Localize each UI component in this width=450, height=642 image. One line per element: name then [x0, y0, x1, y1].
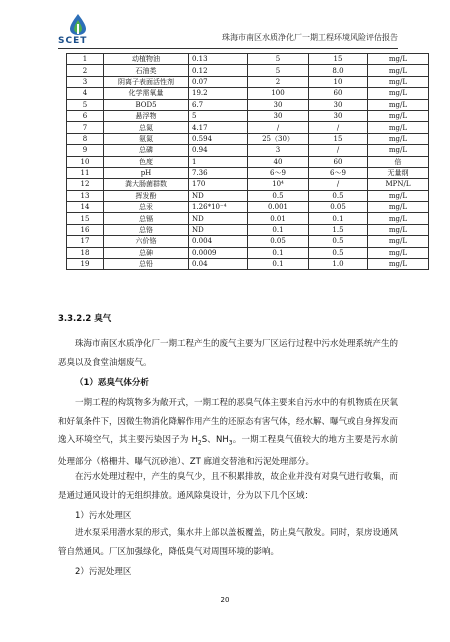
- table-cell: 总铅: [104, 259, 189, 270]
- table-cell: 氨氮: [104, 133, 189, 144]
- table-row: [67, 99, 429, 110]
- table-cell: 0.1: [248, 259, 309, 270]
- table-cell: 悬浮物: [104, 110, 189, 121]
- table-cell: 9: [67, 145, 104, 156]
- table-row: [67, 179, 429, 190]
- para1-part-a: 一期工程的构筑物多为敞开式，一期工程的恶臭气体主要来自污水中的有机物质在厌氧和好氧条件下，因微生物消化降解作用产生的还原态有害气体，经水解、曝气或自身挥发而逸入环境空气，其主要污染因子为 H: [58, 398, 399, 445]
- table-cell: 0.04: [189, 259, 248, 270]
- list-item-wastewater-area: 1）污水处理区: [75, 511, 132, 521]
- table-row: [67, 202, 429, 213]
- page-header: [58, 12, 398, 48]
- table-cell: 0.5: [309, 247, 368, 258]
- table-cell: /: [309, 179, 368, 190]
- table-cell: 总砷: [104, 247, 189, 258]
- table-cell: 0.1: [248, 247, 309, 258]
- table-cell: 阴离子表面活性剂: [104, 76, 189, 87]
- table-cell: ND: [189, 213, 248, 224]
- table-cell: 40: [248, 156, 309, 167]
- table-cell: 7.36: [189, 167, 248, 178]
- table-cell: ND: [189, 190, 248, 201]
- table-cell: 15: [67, 213, 104, 224]
- table-cell: 总镉: [104, 213, 189, 224]
- table-cell: 0.1: [309, 213, 368, 224]
- table-row: [67, 213, 429, 224]
- water-quality-table: [66, 53, 429, 270]
- table-row: [67, 236, 429, 247]
- para1-part-b: S、NH: [201, 435, 229, 445]
- table-cell: mg/L: [368, 202, 429, 213]
- table-cell: 6: [67, 110, 104, 121]
- table-cell: 无量纲: [368, 167, 429, 178]
- table-cell: 5: [248, 65, 309, 76]
- table-cell: 0.5: [248, 190, 309, 201]
- table-cell: 1.5: [309, 224, 368, 235]
- table-cell: 5: [67, 99, 104, 110]
- report-title: 珠海市南区水质净化厂一期工程环境风险评估报告: [222, 33, 398, 42]
- table-cell: mg/L: [368, 122, 429, 133]
- table-row: [67, 156, 429, 167]
- table-cell: 化学需氧量: [104, 88, 189, 99]
- table-cell: mg/L: [368, 88, 429, 99]
- table-cell: 总汞: [104, 202, 189, 213]
- table-cell: 3: [248, 145, 309, 156]
- table-cell: 30: [309, 110, 368, 121]
- table-cell: 六价铬: [104, 236, 189, 247]
- table-cell: 1: [189, 156, 248, 167]
- odor-analysis-paragraph: 一期工程的构筑物多为敞开式，一期工程的恶臭气体主要来自污水中的有机物质在厌氧和好氧条件下，因微生物消化降解作用产生的还原态有害气体，经水解、曝气或自身挥发而逸入环境空气，其主要污染因子为 $H_2S$、$NH_3$。一期工程臭气值较大的地方主要是污水前处理部分（格栅井、曝气沉砂池）、ZT 廊道交替池和污泥处理部分。: [58, 398, 399, 468]
- table-cell: mg/L: [368, 190, 429, 201]
- table-cell: mg/L: [368, 213, 429, 224]
- table-row: [67, 54, 429, 65]
- table-cell: 10: [67, 156, 104, 167]
- table-cell: 色度: [104, 156, 189, 167]
- table-cell: 5: [189, 110, 248, 121]
- table-cell: 动植物油: [104, 54, 189, 65]
- table-cell: 2: [67, 65, 104, 76]
- table-cell: 19: [67, 259, 104, 270]
- table-cell: 2: [248, 76, 309, 87]
- table-cell: /: [309, 145, 368, 156]
- table-cell: 6.7: [189, 99, 248, 110]
- table-cell: 10: [309, 76, 368, 87]
- table-cell: 0.13: [189, 54, 248, 65]
- table-cell: mg/L: [368, 224, 429, 235]
- table-cell: mg/L: [368, 236, 429, 247]
- table-cell: 60: [309, 88, 368, 99]
- table-cell: 5: [248, 54, 309, 65]
- table-cell: 0.1: [248, 224, 309, 235]
- table-cell: MPN/L: [368, 179, 429, 190]
- table-body: [67, 54, 429, 270]
- table-cell: pH: [104, 167, 189, 178]
- table-cell: 12: [67, 179, 104, 190]
- table-cell: 1.0: [309, 259, 368, 270]
- table-cell: 0.12: [189, 65, 248, 76]
- para1-part-c: 。一期工程臭气值较大的地方主要是污水前处理部分（格栅井、曝气沉砂池）、ZT 廊道交替池和污泥处理部分。: [58, 435, 398, 468]
- table-cell: 18: [67, 247, 104, 258]
- table-cell: 0.0009: [189, 247, 248, 258]
- table-row: [67, 259, 429, 270]
- table-cell: 11: [67, 167, 104, 178]
- page-number: 20: [220, 596, 230, 604]
- table-row: [67, 65, 429, 76]
- table-cell: 7: [67, 122, 104, 133]
- table-cell: 60: [309, 156, 368, 167]
- table-cell: mg/L: [368, 76, 429, 87]
- table-cell: mg/L: [368, 259, 429, 270]
- subsection-heading: （1）恶臭气体分析: [75, 378, 149, 388]
- table-cell: 14: [67, 202, 104, 213]
- table-row: [67, 122, 429, 133]
- table-cell: 总磷: [104, 145, 189, 156]
- table-cell: 4: [67, 88, 104, 99]
- ventilation-paragraph: 在污水处理过程中，产生的臭气少，且不积累排放，故企业并没有对臭气进行收集，而是通过通风设计的无组织排放。通风除臭设计，分为以下几个区域：: [58, 472, 399, 501]
- table-cell: mg/L: [368, 247, 429, 258]
- table-cell: 总氮: [104, 122, 189, 133]
- table-row: [67, 190, 429, 201]
- table-cell: 0.07: [189, 76, 248, 87]
- table-cell: /: [248, 122, 309, 133]
- table-cell: 0.004: [189, 236, 248, 247]
- table-cell: 15: [309, 54, 368, 65]
- table-cell: 挥发酚: [104, 190, 189, 201]
- table-cell: 0.5: [309, 236, 368, 247]
- logo-text: SCET: [58, 36, 88, 46]
- drop-logo-icon: [58, 12, 98, 36]
- table-cell: 粪大肠菌群数: [104, 179, 189, 190]
- table-cell: 170: [189, 179, 248, 190]
- table-row: [67, 133, 429, 144]
- table-cell: 0.01: [248, 213, 309, 224]
- table-cell: 0.05: [248, 236, 309, 247]
- table-cell: 石油类: [104, 65, 189, 76]
- table-row: [67, 110, 429, 121]
- table-row: [67, 145, 429, 156]
- table-cell: 100: [248, 88, 309, 99]
- company-logo: [58, 12, 98, 48]
- table-cell: 1: [67, 54, 104, 65]
- header-divider: [58, 48, 398, 49]
- list-item-sludge-area: 2）污泥处理区: [75, 567, 132, 577]
- table-cell: 倍: [368, 156, 429, 167]
- table-row: [67, 224, 429, 235]
- table-cell: 17: [67, 236, 104, 247]
- table-cell: 25（30）: [248, 133, 309, 144]
- table-cell: 19.2: [189, 88, 248, 99]
- table-cell: 10⁴: [248, 179, 309, 190]
- table-cell: 3: [67, 76, 104, 87]
- table-row: [67, 167, 429, 178]
- table-cell: 8.0: [309, 65, 368, 76]
- table-cell: mg/L: [368, 145, 429, 156]
- table-cell: 0.594: [189, 133, 248, 144]
- table-row: [67, 247, 429, 258]
- table-cell: 8: [67, 133, 104, 144]
- table-cell: mg/L: [368, 133, 429, 144]
- section-heading: 3.3.2.2 臭气: [58, 314, 112, 324]
- table-cell: 0.05: [309, 202, 368, 213]
- table-cell: 总铬: [104, 224, 189, 235]
- table-cell: mg/L: [368, 110, 429, 121]
- table-cell: 30: [248, 110, 309, 121]
- table-cell: 30: [248, 99, 309, 110]
- table-cell: 16: [67, 224, 104, 235]
- table-cell: /: [309, 122, 368, 133]
- table-cell: BOD5: [104, 99, 189, 110]
- table-cell: mg/L: [368, 54, 429, 65]
- table-row: [67, 88, 429, 99]
- table-cell: 1.26*10⁻⁴: [189, 202, 248, 213]
- table-cell: 6～9: [309, 167, 368, 178]
- table-cell: 13: [67, 190, 104, 201]
- table-cell: mg/L: [368, 99, 429, 110]
- table-cell: 0.94: [189, 145, 248, 156]
- table-cell: mg/L: [368, 65, 429, 76]
- table-cell: 0.001: [248, 202, 309, 213]
- table-cell: 6～9: [248, 167, 309, 178]
- wastewater-area-paragraph: 进水泵采用潜水泵的形式，集水井上部以盖板覆盖，防止臭气散发。同时，泵房设通风管自然通风。厂区加强绿化，降低臭气对周围环境的影响。: [58, 528, 399, 557]
- table-row: [67, 76, 429, 87]
- table-cell: 0.5: [309, 190, 368, 201]
- table-cell: 30: [309, 99, 368, 110]
- intro-paragraph: 珠海市南区水质净化厂一期工程产生的废气主要为厂区运行过程中污水处理系统产生的恶臭以及食堂油烟废气。: [58, 339, 399, 368]
- table-cell: 15: [309, 133, 368, 144]
- table-cell: ND: [189, 224, 248, 235]
- table-cell: 4.17: [189, 122, 248, 133]
